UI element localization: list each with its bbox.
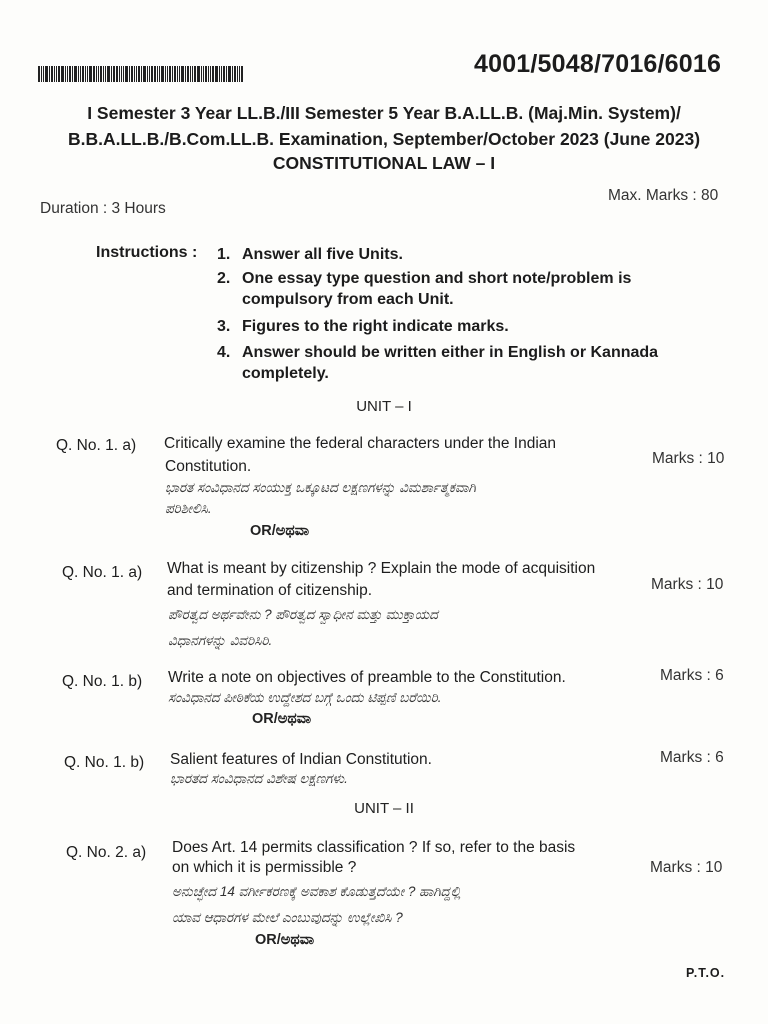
question-label: Q. No. 1. a) xyxy=(62,564,143,581)
kannada-text-line: ಭಾರತ ಸಂವಿಧಾನದ ಸಂಯುಕ್ತ ಒಕ್ಕೂಟದ ಲಕ್ಷಣಗಳನ್ನು ವಿಮರ್ಶಾತ್ಮಕವಾಗಿ xyxy=(165,480,476,495)
question-text-line: What is meant by citizenship ? Explain the mode of acquisition xyxy=(167,560,596,577)
question-text-line: Constitution. xyxy=(165,458,252,475)
question-label: Q. No. 1. b) xyxy=(62,673,143,690)
instruction-text: Answer should be written either in English or Kannada completely. xyxy=(242,344,659,382)
instruction-number: 3. xyxy=(217,318,231,335)
question-label: Q. No. 1. b) xyxy=(64,754,145,771)
kannada-text-line: ಅನುಚ್ಛೇದ 14 ವರ್ಗೀಕರಣಕ್ಕೆ ಅವಕಾಶ ಕೊಡುತ್ತದೆಯೇ ? ಹಾಗಿದ್ದಲ್ಲಿ xyxy=(172,884,461,899)
instruction-text: One essay type question and short note/problem is compulsory from each Unit. xyxy=(242,270,632,308)
kannada-text-line: ಯಾವ ಆಧಾರಗಳ ಮೇಲೆ ಎಂಬುವುದನ್ನು ಉಲ್ಲೇಖಿಸಿ ? xyxy=(172,910,403,925)
pto-footer: P.T.O. xyxy=(686,966,726,980)
question-text-line: Critically examine the federal characters under the Indian xyxy=(164,435,557,452)
instruction-item xyxy=(217,316,717,338)
question-text-line: and termination of citizenship. xyxy=(167,582,373,599)
barcode xyxy=(38,66,328,82)
marks-label: Marks : 10 xyxy=(652,450,725,467)
or-separator: OR/ಅಥವಾ xyxy=(250,523,310,539)
marks-label: Marks : 6 xyxy=(660,667,724,684)
subject-title: CONSTITUTIONAL LAW – I xyxy=(272,153,496,173)
question-label: Q. No. 1. a) xyxy=(56,437,137,454)
instruction-number: 2. xyxy=(217,270,231,287)
instruction-item xyxy=(217,244,717,266)
question-text-line: Salient features of Indian Constitution. xyxy=(170,751,432,768)
instruction-number: 4. xyxy=(217,344,231,361)
question-text-line: Does Art. 14 permits classification ? If so, refer to the basis xyxy=(172,839,576,856)
instruction-item xyxy=(217,342,717,386)
exam-title-line-2: B.B.A.LL.B./B.Com.LL.B. Examination, September/October 2023 (June 2023) xyxy=(67,129,701,149)
marks-label: Marks : 10 xyxy=(651,576,724,593)
instruction-number: 1. xyxy=(217,246,231,263)
instruction-text: Figures to the right indicate marks. xyxy=(242,318,509,335)
max-marks: Max. Marks : 80 xyxy=(608,187,719,204)
instructions-label: Instructions : xyxy=(96,244,198,261)
question-label: Q. No. 2. a) xyxy=(66,844,147,861)
or-separator: OR/ಅಥವಾ xyxy=(255,932,315,948)
kannada-text-line: ಭಾರತದ ಸಂವಿಧಾನದ ವಿಶೇಷ ಲಕ್ಷಣಗಳು. xyxy=(170,771,348,786)
or-separator: OR/ಅಥವಾ xyxy=(252,711,312,727)
kannada-text-line: ವಿಧಾನಗಳನ್ನು ವಿವರಿಸಿರಿ. xyxy=(168,633,273,648)
unit-heading: UNIT – II xyxy=(354,800,414,817)
kannada-text-line: ಪೌರತ್ವದ ಅರ್ಥವೇನು ? ಪೌರತ್ವದ ಸ್ವಾಧೀನ ಮತ್ತು ಮುಕ್ತಾಯದ xyxy=(168,607,438,622)
instruction-text: Answer all five Units. xyxy=(242,246,403,263)
marks-label: Marks : 10 xyxy=(650,859,723,876)
exam-title-line-1: I Semester 3 Year LL.B./III Semester 5 Year B.A.LL.B. (Maj.Min. System)/ xyxy=(87,103,681,123)
marks-label: Marks : 6 xyxy=(660,749,724,766)
instruction-item xyxy=(217,268,717,312)
question-text-line: Write a note on objectives of preamble to the Constitution. xyxy=(168,669,566,686)
paper-code: 4001/5048/7016/6016 xyxy=(474,50,722,78)
unit-heading: UNIT – I xyxy=(356,398,412,415)
kannada-text-line: ಸಂವಿಧಾನದ ಪೀಠಿಕೆಯ ಉದ್ದೇಶದ ಬಗ್ಗೆ ಒಂದು ಟಿಪ್ಪಣಿ ಬರೆಯಿರಿ. xyxy=(168,690,442,705)
kannada-text-line: ಪರಿಶೀಲಿಸಿ. xyxy=(165,501,212,516)
question-text-line: on which it is permissible ? xyxy=(172,859,357,876)
duration: Duration : 3 Hours xyxy=(40,200,166,217)
